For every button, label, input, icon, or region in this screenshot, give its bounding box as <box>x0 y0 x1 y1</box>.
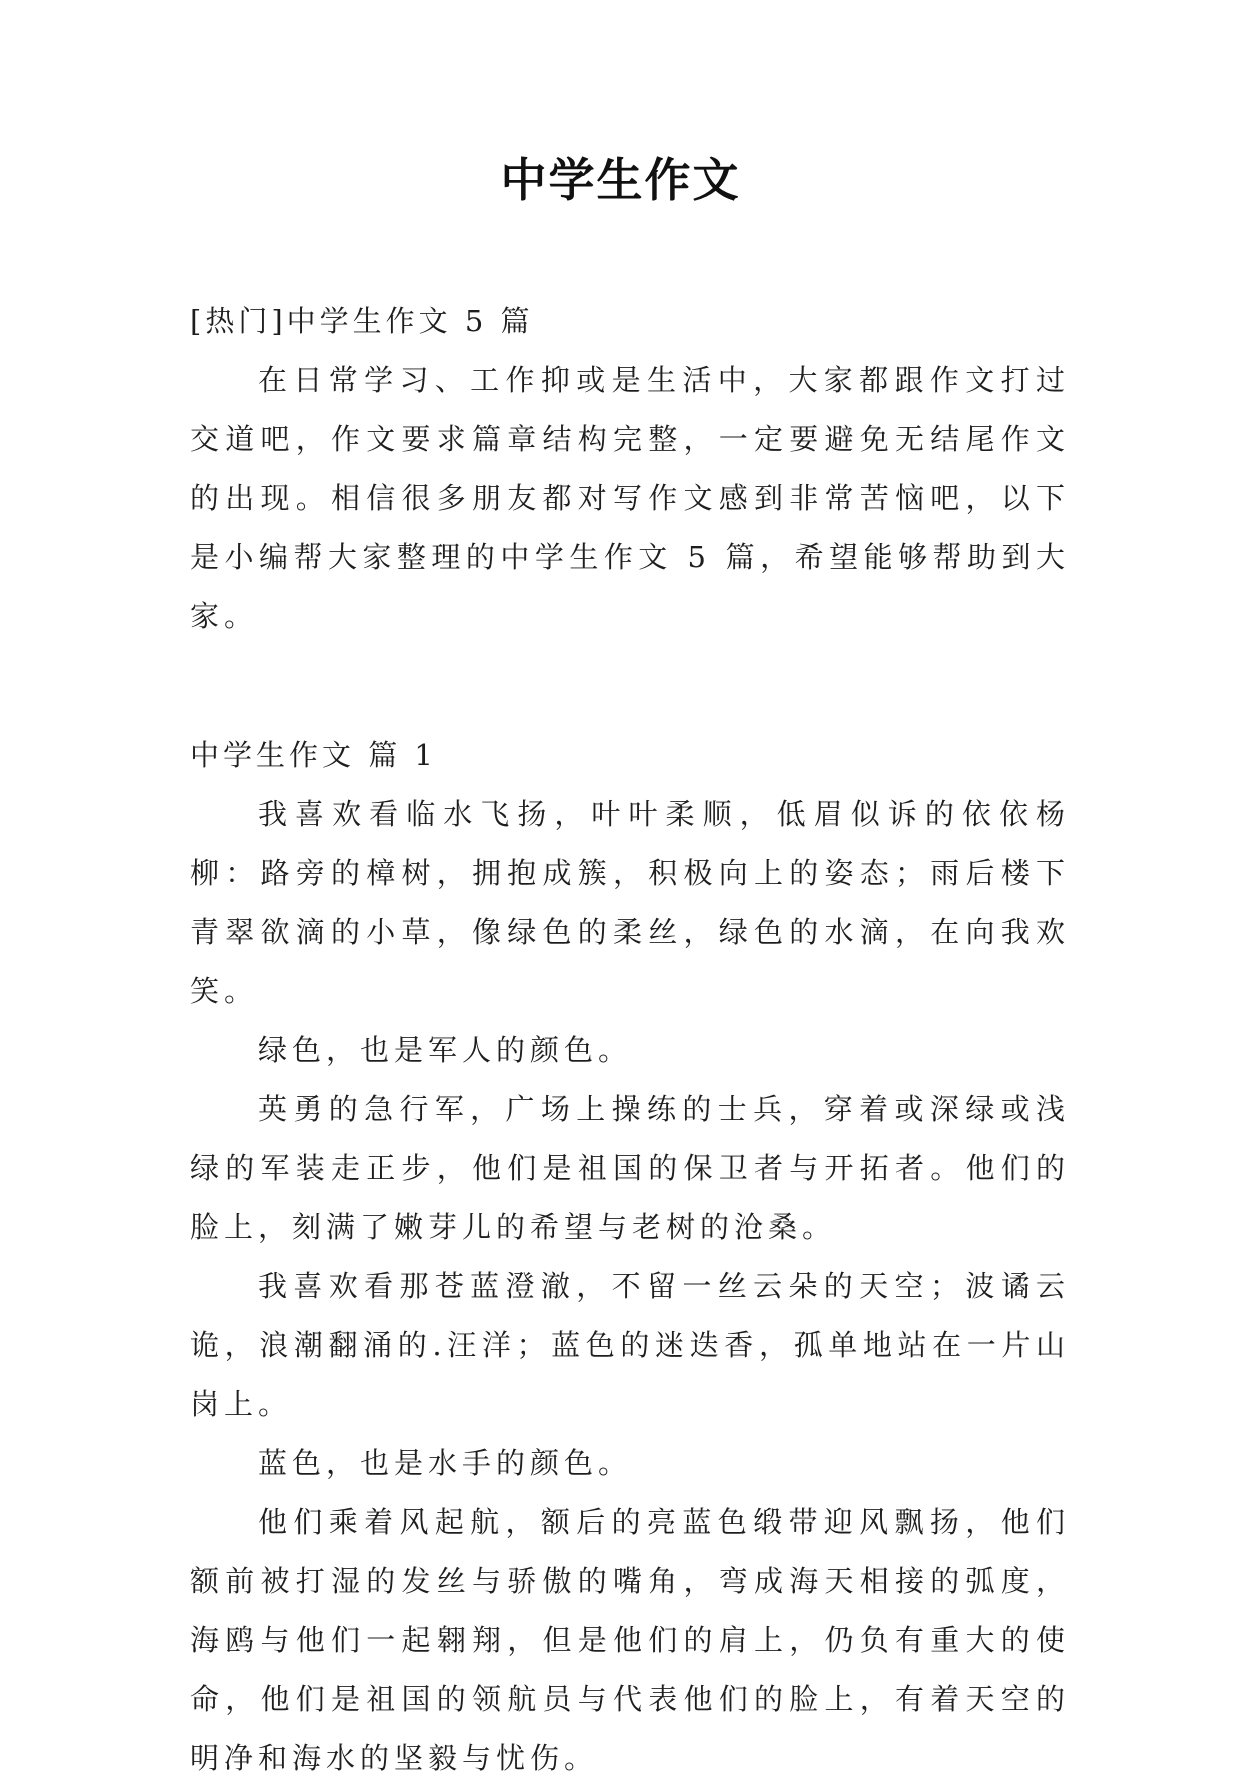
section-spacer <box>190 646 1070 726</box>
document-body <box>190 292 1070 1788</box>
essay-paragraph: 英勇的急行军，广场上操练的士兵，穿着或深绿或浅绿的军装走正步，他们是祖国的保卫者与开拓者。他们的脸上，刻满了嫩芽儿的希望与老树的沧桑。 <box>190 1092 1070 1244</box>
essay-paragraph: 蓝色，也是水手的颜色。 <box>258 1446 633 1480</box>
document-title: 中学生作文 <box>500 153 741 207</box>
essay-paragraph: 他们乘着风起航，额后的亮蓝色缎带迎风飘扬，他们额前被打湿的发丝与骄傲的嘴角，弯成海天相接的弧度，海鸥与他们一起翱翔，但是他们的肩上，仍负有重大的使命，他们是祖国的领航员与代表他们的脸上，有着天空的明净和海水的坚毅与忧伤。 <box>190 1505 1070 1775</box>
essay-paragraph: 我喜欢看那苍蓝澄澈，不留一丝云朵的天空；波谲云诡，浪潮翻涌的.汪洋；蓝色的迷迭香，孤单地站在一片山岗上。 <box>190 1269 1070 1421</box>
essay-paragraph: 绿色，也是军人的颜色。 <box>258 1033 633 1067</box>
intro-paragraph: 在日常学习、工作抑或是生活中，大家都跟作文打过交道吧，作文要求篇章结构完整，一定要避免无结尾作文的出现。相信很多朋友都对写作文感到非常苦恼吧，以下是小编帮大家整理的中学生作文 5 篇，希望能够帮助到大家。 <box>190 363 1070 633</box>
essay-paragraph: 我喜欢看临水飞扬，叶叶柔顺，低眉似诉的依依杨柳：路旁的樟树，拥抱成簇，积极向上的姿态；雨后楼下青翠欲滴的小草，像绿色的柔丝，绿色的水滴，在向我欢笑。 <box>190 797 1070 1008</box>
document-subtitle: [热门]中学生作文 5 篇 <box>190 304 534 338</box>
section-heading: 中学生作文 篇 1 <box>190 738 437 772</box>
